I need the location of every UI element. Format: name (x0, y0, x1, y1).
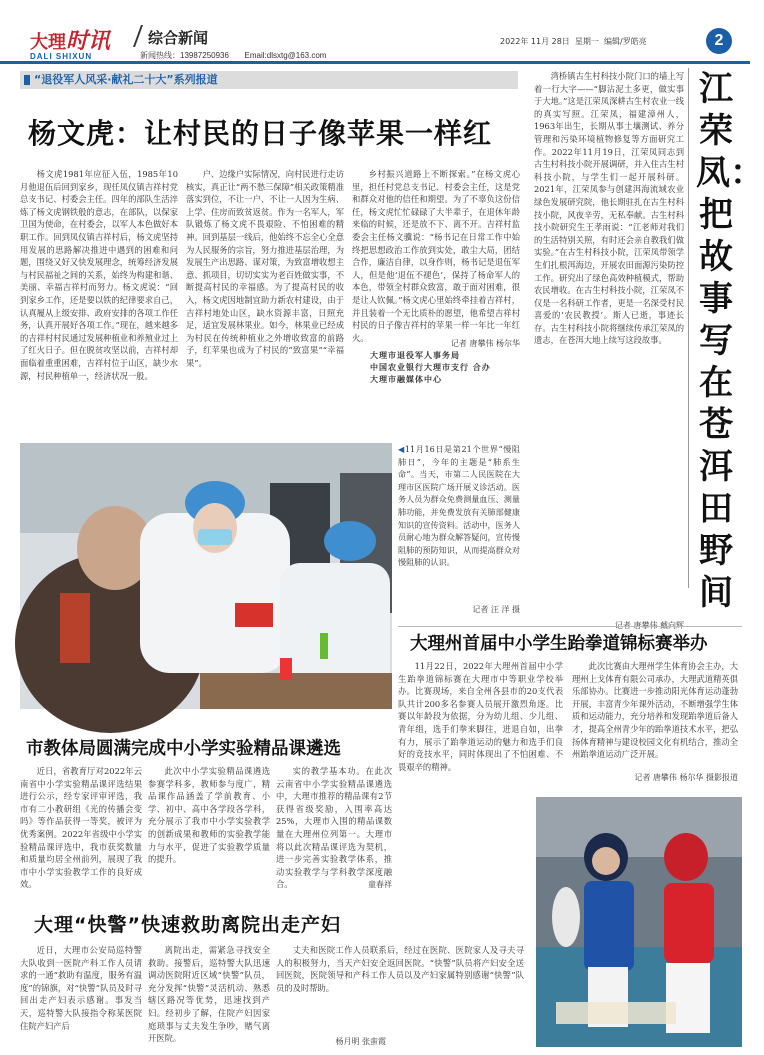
divider-line (398, 626, 742, 627)
masthead (0, 0, 750, 64)
photo-clinic-credit: 记者 汪 洋 摄 (472, 605, 520, 614)
side-article-text: 湾桥镇古生村科技小院门口的墙上写着一行大字——“脚沾泥土多更，做实事于大地。”这是江荣凤深耕古生村农业一线的真实写照。江荣凤，福建漳州人，1963年出生，长期从事土壤测试、养分管理和污染环境植物修复等方面研究工作。2022年11月19日，江荣凤同志到古生村科技小院开展调研，并入住古生村科技小院，与学生们一起开展科研。2021年，江荣凤参与创建洱海流域农业绿色发展研究院，他长期驻扎在古生村科技小院，风夜辛劳，无私奉献。古生村科技小院研究生王孝雨说：“江老师对我们的生活特别关照，有时还会亲自教我们做实验。”在古生村科技小院，江荣凤带领学生们扎根洱海边，开展农田面源污染防控工作。研究出了绿色高效种植模式，帮助农民增收。在古生村科技小院，江荣凤不仅是一名科研工作者，更是一名深受村民喜爱的‘农民教授’。斯人已逝，事迹长存。古生村科技小院将继续传承江荣凤的遗志，在苍洱大地上续写这段故事。 (534, 71, 684, 346)
issue-meta: 2022年 11月 28日 星期一 编辑/罗皓亮 (500, 37, 647, 46)
article3-title: 市教体局圆满完成中小学实验精品课遴选 (26, 739, 341, 759)
article4-col1: 近日，大理市公安局巡特警大队收到一医院产科工作人员请求的一通“救助有温度，服务有温度”的锦旗，对“快警”队员及时寻回出走产妇表示感谢。事发当天，巡特警大队接指令称某医院住院产妇产后 (20, 945, 142, 1031)
article4-col2: 离院出走，需紧急寻找安全救助。接警后，巡特警大队迅速调动医院附近区域“快警”队员，充分发挥“快警”灵活机动、熟悉辖区路况等优势，迅速找到产妇。经初步了解，住院产妇因家庭琐事与丈夫发生争吵，赌气离开医院。 (148, 945, 270, 1044)
article3-col3: 实的教学基本功。在此次云南省中小学实验精品课遴选中，大理市推荐的精品课有2节获得省级奖励，入围率高达25%，大理市入围的精品课数量在大理州位列第一。大理市将以此次精品课评选为契机，进一步完善实验教学体系，推动实验教学与学科教学深度融合。 (276, 766, 392, 890)
article1-col1: 杨文虎1981年应征入伍，1985年10月他退伍后回到家乡，现任凤仪镇吉祥村党总支书记、村委会主任。四年的部队生活淬炼了杨文虎钢铁般的意志，在部队，以保家卫国为使命，在村委会，以军人本色做好本职工作。回到凤仪镇吉祥村后，杨文虎坚持用发展的思路解决推进中遇到的困难和问题，围绕又好又快发展理念，统筹经济发展与村民福祉之间的关系，始终为构建和谐、美丽、幸福吉祥村而努力。杨文虎说：“回到家乡工作，还是要以铁的纪律要求自己，认真履从上级安排、政府安排的各项工作任务，认真开展好各项工作。”现在，越来越多的吉祥村村民通过发展种植业和养殖业过上了红火日子。但在脱贫攻坚以前，吉祥村却面临着重重困难，吉祥村位于山区，缺少水源，村民种植单一，经济状况一般。 (20, 169, 178, 381)
article2-col1: 11月22日，2022年大理州首届中小学生跆拳道锦标赛在大理市中等职业学校举办。比赛现场，来自全州各县市的20支代表队共计200多名参赛人员展开激烈角逐。比赛以年龄段为依据，分为幼儿组、少儿组、青年组，选手们拳来脚往，进退自如，出拳有力，展示了跆拳道运动的魅力和选手们良好的竞技水平，同时体现出了不怕困难、不畏艰辛的精神。 (398, 661, 563, 772)
article3-col1: 近日，省教育厅对2022年云南省中小学实验精品课评选结果进行公示，经专家评审评选，我市有二小教研组《光的传播会变吗》等作品获得一等奖，被评为优秀案例。2022年省级中小学实验精品课评选中，我市获奖数量和质量均居全州前列，展现了我市中小学实验教学工作的良好成效。 (20, 766, 142, 890)
section-title: 综合新闻 (148, 29, 209, 47)
article2-col2: 此次比赛由大理州学生体育协会主办，大理州上戈体育有限公司承办，大理武道精英俱乐部协办。比赛进一步推动阳光体育运动蓬勃开展，丰富青少年课外活动，不断增强学生体质和运动能力，充分培养和发现跆拳道后备人才，提高全州青少年的跆拳道技术水平，把弘扬体育精神与建设校园文化有机结合，推动全州跆拳道运动广泛开展。 (572, 661, 738, 760)
article3-col2: 此次中小学实验精品课遴选参赛学科多，教师参与度广，精品课作品涵盖了学前教育、小学、初中、高中各学段各学科，充分展示了我市中小学实验教学的创新成果和教师的实验教学能力与水平，促进了实验教学质量的提升。 (148, 766, 270, 865)
article3-byline: 童春祥 (368, 880, 392, 889)
logo-en: DALI SHIXUN (30, 52, 93, 61)
photo-taekwondo (536, 797, 742, 1047)
article4-title: 大理“快警”快速救助离院出走产妇 (34, 914, 341, 936)
article2-byline: 记者 唐攀伟 杨尔华 摄影报道 (634, 773, 738, 782)
article1-byline: 记者 唐攀伟 杨尔华 (450, 339, 520, 348)
article1-title: 杨文虎：让村民的日子像苹果一样红 (28, 117, 493, 150)
article4-col3: 丈夫和医院工作人员联系后，经过在医院、医院家人及寻夫寻人的积极努力，当天产妇安全返回医院。“快警”队员将产妇安全送回医院，医院领导和产科工作人员以及产妇家属特别感谢“快警”队员的及时帮助。 (276, 945, 524, 993)
article1-col3: 乡村振兴道路上不断探索。”在杨文虎心里，担任村党总支书记、村委会主任，这是党和群众对他的信任和期望。为了不辜负这份信任，杨文虎忙忙碌碌了大半辈子，在退休年龄来临的时候，还是放不下、离不开。吉祥村监委会主任杨文骥说：“杨书记在日常工作中始终把思想政治工作放到实处，敢尘大局，团结合作，廉洁自律，以身作则，杨书记是退伍军人，但是他‘退伍不褪色’，保持了杨命军人的本色，带领全村群众致富，敢于面对困难，很是让人钦佩。”杨文虎心里始终牵挂着吉祥村，并且装着一个无比质朴的愿望，他希望吉祥村村民的日子像吉祥村的苹果一样一年比一年红火。 (352, 169, 520, 343)
photo-clinic-caption: ◀11月16日是第21个世界“慢阻肺日”，今年的主题是“肺系生命”。当天，市第二人民医院在大理市区医院广场开展义诊活动。医务人员为群众免费测量血压、测量肺功能，并免费发放有关肺部健康知识的宣传资料。活动中，医务人员耐心地为群众解答疑问，宣传慢阻肺的预防知识，从而提高群众对慢阻肺的认识。 (398, 444, 520, 568)
page-number: 2 (706, 28, 732, 54)
hotline: 新闻热线：13987250936 Email:dlsxtg@163.com (140, 51, 327, 60)
vertical-divider (688, 68, 689, 588)
article2-title: 大理州首届中小学生跆拳道锦标赛举办 (410, 634, 708, 654)
article1-col2: 户、边缘户实际情况，向村民进行走访核实，真正让“两不愁三保障”相关政策精准落实到位，不让一户、不让一人因为生病、上学、住房而致贫返贫。作为一名军人，军队锻炼了杨文虎不畏艰险、不怕困难的精神。回到基层一线后，他始终不忘全心全意为人民服务的宗旨，努力推进基层治理，为发展生产出思路、谋对策，为致富增收想主意、抓项目，切切实实为老百姓做实事，不断提高村民的幸福感。为了提高村民的收入，杨文虎因地制宜助力新农村建设，由于吉祥村地处山区，缺水资源丰富，日照充足，适宜发展林果业。如今，林果业已经成为村民在传统种植业之外增收致富的前路子，红苹果也成为了村民的“致富果”“幸福果”。 (186, 169, 344, 368)
side-article-title: 江荣凤：把故事写在苍洱田野间 (696, 69, 764, 613)
co-organizers: 大理市退役军人事务局 中国农业银行大理市支行 合办 大理市融媒体中心 (370, 351, 491, 384)
newspaper-logo: 大理时讯 (30, 29, 111, 54)
series-banner: “退役军人风采·献礼二十大”系列报道 (20, 71, 518, 89)
article4-byline: 杨月明 张蛮霞 (335, 1037, 386, 1046)
photo-clinic (20, 443, 392, 709)
